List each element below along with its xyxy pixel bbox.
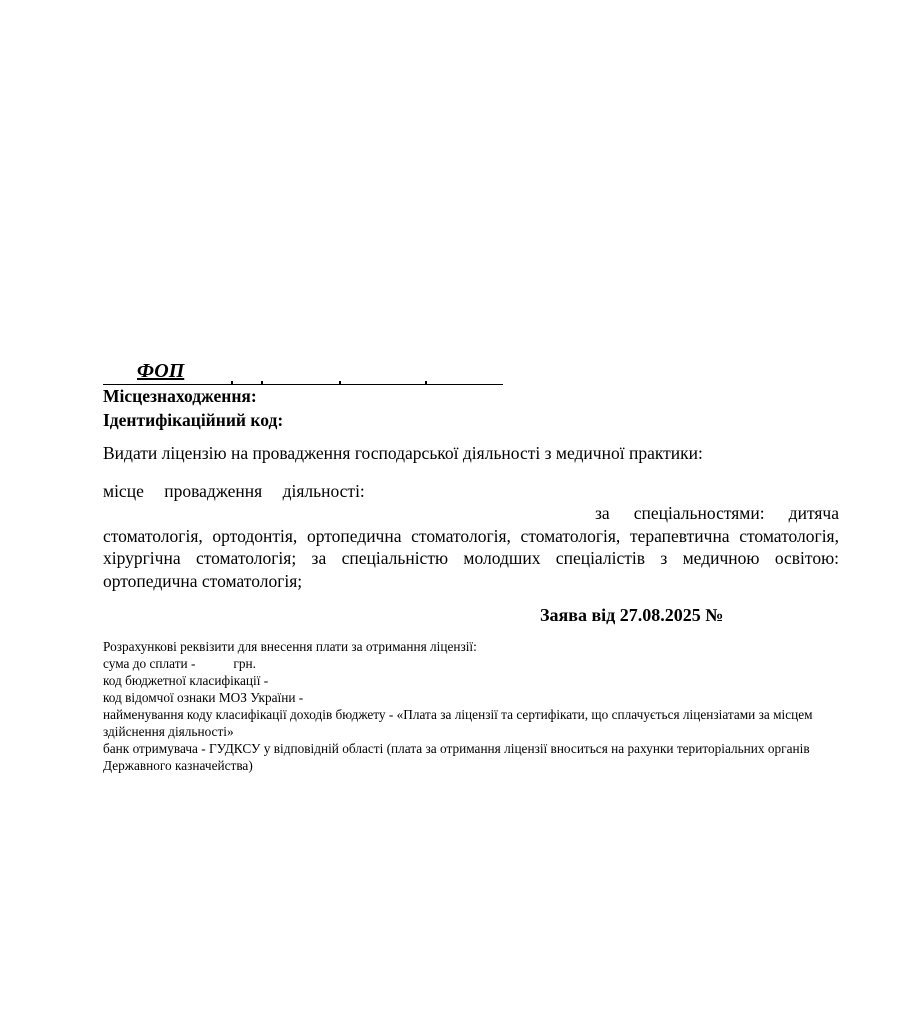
payment-title: Розрахункові реквізити для внесення плати за отримання ліцензії:: [103, 639, 477, 654]
moz-code: код відомчої ознаки МОЗ України -: [103, 690, 304, 705]
place-word: діяльності:: [282, 481, 365, 501]
payment-sum-label: сума до сплати -: [103, 656, 196, 671]
redaction-mark: [261, 381, 263, 385]
license-request-text: Видати ліцензію на провадження господарської діяльності з медичної практики:: [103, 443, 703, 463]
payment-sum: [103, 656, 833, 673]
id-code-label: Ідентифікаційний код:: [103, 410, 284, 430]
recipient-bank: банк отримувача - ГУДКСУ у відповідній області (плата за отримання ліцензії вноситься на рахунки територіальних органів Державного казначейства): [103, 741, 810, 773]
specialties-list: стоматологія, ортодонтія, ортопедична стоматологія, стоматологія, терапевтична стоматологія, хірургічна стоматологія; за спеціальністю молодших спеціалістів з медичною освітою: ортопедична стоматологія;: [103, 525, 839, 591]
application-date: Заява від 27.08.2025 №: [540, 605, 724, 625]
place-of-activity: [103, 480, 365, 502]
redaction-mark: [425, 381, 427, 385]
budget-code: код бюджетної класифікації -: [103, 673, 269, 688]
place-word: місце: [103, 481, 144, 501]
entity-type: ФОП: [137, 360, 185, 382]
income-code: найменування коду класифікації доходів бюджету - «Плата за ліцензії та сертифікати, що сплачується ліцензіатами за місцем здійснення діяльності»: [103, 707, 813, 739]
redaction-mark: [339, 381, 341, 385]
specialties-first-line: за спеціальностями: дитяча: [595, 503, 839, 523]
specialties-paragraph: [103, 502, 839, 592]
entity-name-line: [103, 358, 503, 385]
place-word: провадження: [164, 481, 263, 501]
payment-currency: грн.: [233, 656, 256, 671]
location-label: Місцезнаходження:: [103, 386, 257, 406]
